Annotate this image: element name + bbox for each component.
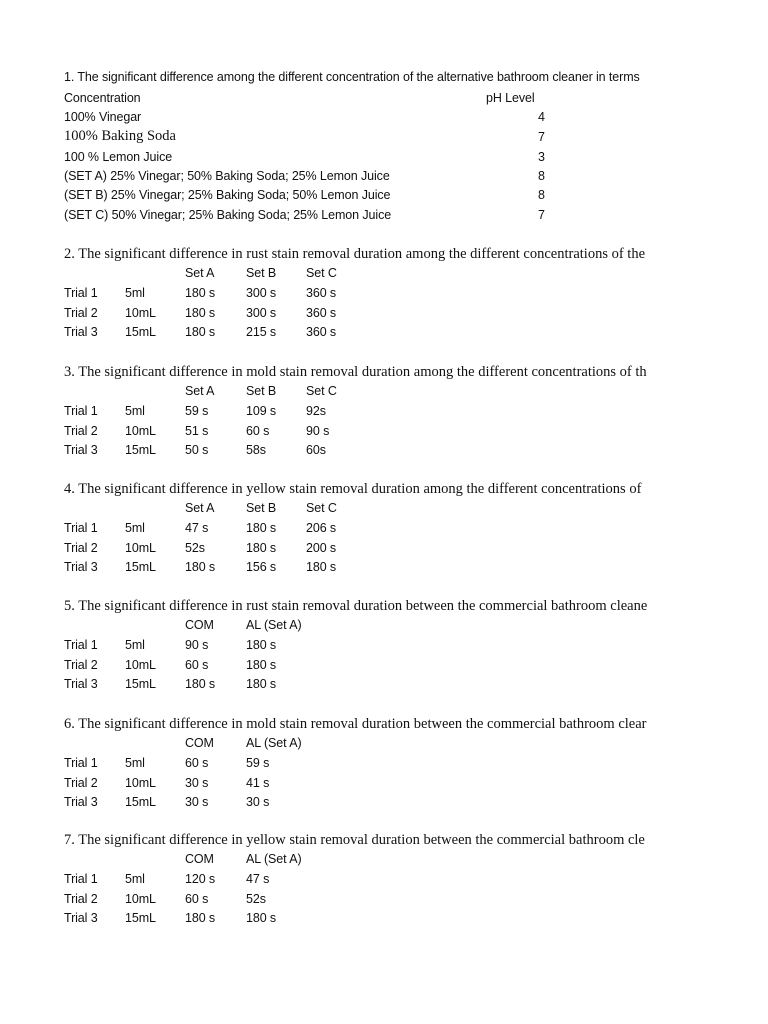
duration-cell: 300 s [246,305,277,320]
trial-label: Trial 2 [64,891,98,906]
trial-label: Trial 3 [64,325,98,339]
duration-cell: 60 s [185,891,209,906]
table-7-title: 7. The significant difference in yellow stain removal duration between the commercial bathroom cle [64,832,645,848]
trial-label: Trial 1 [64,872,98,886]
duration-cell: 200 s [306,540,337,555]
duration-cell: 60 s [246,423,270,438]
duration-cell: 59 s [246,756,270,770]
duration-cell: 180 s [185,286,216,300]
duration-cell: 109 s [246,404,277,418]
amount-label: 15mL [125,443,156,457]
column-header: Set B [246,384,277,398]
concentration-row-3-label: 100 % Lemon Juice [64,150,173,164]
amount-label: 10mL [125,540,156,555]
trial-label: Trial 2 [64,423,98,438]
table-6-title: 6. The significant difference in mold stain removal duration between the commercial bathroom clear [64,716,647,732]
duration-cell: 92s [306,404,326,418]
trial-label: Trial 3 [64,560,98,574]
trial-label: Trial 2 [64,657,98,672]
duration-cell: 50 s [185,443,209,457]
column-header: COM [185,618,214,632]
duration-cell: 30 s [246,795,270,809]
duration-cell: 30 s [185,795,209,809]
column-header: Set B [246,501,277,515]
column-header: COM [185,852,214,866]
duration-cell: 41 s [246,775,270,790]
amount-label: 5ml [125,872,145,886]
duration-cell: 215 s [246,325,277,339]
duration-cell: 58s [246,443,266,457]
duration-cell: 52s [246,891,266,906]
column-header: Set C [306,501,337,515]
column-header: AL (Set A) [246,736,302,750]
trial-label: Trial 1 [64,286,98,300]
duration-cell: 60 s [185,756,209,770]
column-header: AL (Set A) [246,852,302,866]
trial-label: Trial 3 [64,443,98,457]
duration-cell: 180 s [306,560,337,574]
duration-cell: 90 s [185,638,209,652]
concentration-row-3-ph: 3 [538,150,545,164]
amount-label: 5ml [125,404,145,418]
concentration-row-6-ph: 7 [538,208,545,222]
duration-cell: 360 s [306,286,337,300]
section-1-title: 1. The significant difference among the different concentration of the alternative bathroom cleaner in terms [64,70,640,84]
concentration-row-2-label: 100% Baking Soda [64,128,176,144]
amount-label: 5ml [125,286,145,300]
duration-cell: 180 s [246,521,277,535]
trial-label: Trial 1 [64,521,98,535]
amount-label: 15mL [125,560,156,574]
amount-label: 10mL [125,305,156,320]
amount-label: 15mL [125,911,156,925]
document-page [64,0,668,1024]
amount-label: 5ml [125,756,145,770]
duration-cell: 90 s [306,423,330,438]
table-2-title: 2. The significant difference in rust stain removal duration among the different concentrations of the [64,246,646,262]
concentration-row-5-ph: 8 [538,188,545,202]
duration-cell: 60 s [185,657,209,672]
duration-cell: 51 s [185,423,209,438]
concentration-header: Concentration [64,91,141,105]
trial-label: Trial 1 [64,756,98,770]
duration-cell: 180 s [185,325,216,339]
column-header: COM [185,736,214,750]
concentration-row-5-label: (SET B) 25% Vinegar; 25% Baking Soda; 50% Lemon Juice [64,188,391,202]
duration-cell: 156 s [246,560,277,574]
trial-label: Trial 2 [64,305,98,320]
duration-cell: 360 s [306,325,337,339]
amount-label: 5ml [125,521,145,535]
duration-cell: 180 s [246,677,277,691]
duration-cell: 52s [185,540,205,555]
duration-cell: 180 s [246,540,277,555]
duration-cell: 206 s [306,521,337,535]
trial-label: Trial 2 [64,540,98,555]
table-3-title: 3. The significant difference in mold stain removal duration among the different concentrations of th [64,364,647,380]
amount-label: 10mL [125,657,156,672]
duration-cell: 180 s [185,305,216,320]
amount-label: 15mL [125,325,156,339]
concentration-row-1-label: 100% Vinegar [64,110,142,124]
duration-cell: 300 s [246,286,277,300]
duration-cell: 180 s [185,911,216,925]
duration-cell: 180 s [246,911,277,925]
duration-cell: 59 s [185,404,209,418]
duration-cell: 47 s [185,521,209,535]
trial-label: Trial 1 [64,404,98,418]
amount-label: 5ml [125,638,145,652]
amount-label: 10mL [125,423,156,438]
column-header: Set A [185,501,215,515]
column-header: AL (Set A) [246,618,302,632]
concentration-row-4-ph: 8 [538,169,545,183]
table-4-title: 4. The significant difference in yellow stain removal duration among the different concentrations of [64,481,642,497]
concentration-row-1-ph: 4 [538,110,545,124]
concentration-row-4-label: (SET A) 25% Vinegar; 50% Baking Soda; 25% Lemon Juice [64,169,390,183]
column-header: Set A [185,266,215,280]
trial-label: Trial 2 [64,775,98,790]
column-header: Set C [306,266,337,280]
duration-cell: 180 s [246,638,277,652]
column-header: Set B [246,266,277,280]
trial-label: Trial 3 [64,795,98,809]
trial-label: Trial 1 [64,638,98,652]
amount-label: 15mL [125,795,156,809]
table-5-title: 5. The significant difference in rust stain removal duration between the commercial bathroom cleane [64,598,648,614]
duration-cell: 30 s [185,775,209,790]
duration-cell: 120 s [185,872,216,886]
duration-cell: 180 s [185,560,216,574]
duration-cell: 360 s [306,305,337,320]
trial-label: Trial 3 [64,911,98,925]
column-header: Set C [306,384,337,398]
duration-cell: 60s [306,443,326,457]
concentration-row-6-label: (SET C) 50% Vinegar; 25% Baking Soda; 25% Lemon Juice [64,208,392,222]
amount-label: 10mL [125,891,156,906]
trial-label: Trial 3 [64,677,98,691]
amount-label: 10mL [125,775,156,790]
ph-level-header: pH Level [486,91,535,105]
duration-cell: 180 s [185,677,216,691]
amount-label: 15mL [125,677,156,691]
duration-cell: 47 s [246,872,270,886]
concentration-row-2-ph: 7 [538,130,545,144]
duration-cell: 180 s [246,657,277,672]
column-header: Set A [185,384,215,398]
